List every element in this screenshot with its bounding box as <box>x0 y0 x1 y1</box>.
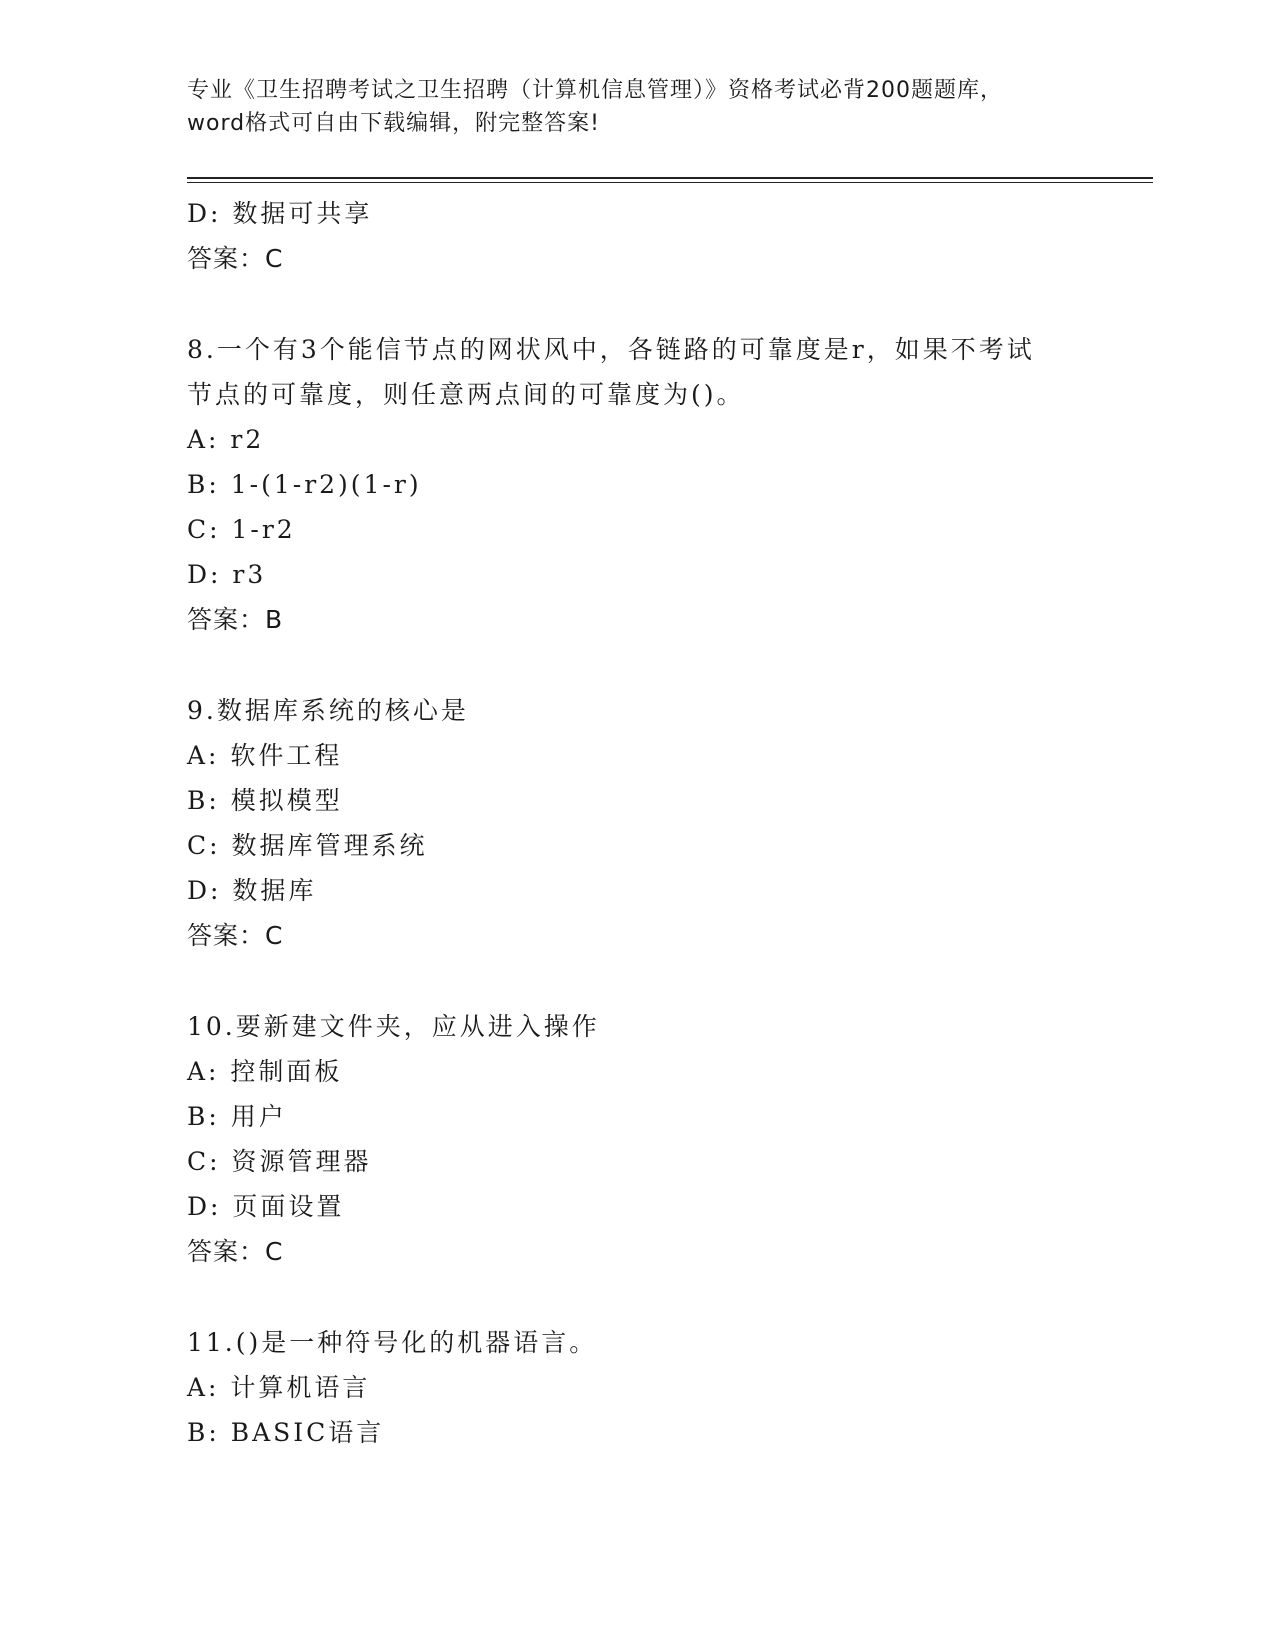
question-stem: 9.数据库系统的核心是 <box>187 696 469 725</box>
question-stem: 11.()是一种符号化的机器语言。 <box>187 1328 598 1357</box>
question-7-tail <box>187 191 1107 281</box>
answer: 答案：C <box>187 244 284 273</box>
option-a: A: 软件工程 <box>187 741 343 770</box>
document-header <box>187 74 1087 140</box>
option-a: A: r2 <box>187 425 265 454</box>
header-divider-thin <box>187 182 1153 183</box>
question-stem: 8.一个有3个能信节点的网状风中，各链路的可靠度是r，如果不考试 <box>187 335 1035 364</box>
answer: 答案：B <box>187 605 284 634</box>
option-d: D: 页面设置 <box>187 1192 345 1221</box>
question-10 <box>187 1004 1107 1274</box>
header-line-1: 专业《卫生招聘考试之卫生招聘（计算机信息管理）》资格考试必背200题题库， <box>187 78 1003 103</box>
question-stem-continued: 节点的可靠度，则任意两点间的可靠度为()。 <box>187 380 745 409</box>
header-divider-thick <box>187 177 1153 179</box>
question-8 <box>187 327 1107 642</box>
option-b: B: 1-(1-r2)(1-r) <box>187 470 422 499</box>
option-a: A: 计算机语言 <box>187 1373 371 1402</box>
answer: 答案：C <box>187 1237 284 1266</box>
question-9 <box>187 688 1107 958</box>
option-c: C: 数据库管理系统 <box>187 831 428 860</box>
option-d: D: 数据库 <box>187 876 317 905</box>
question-11 <box>187 1320 1107 1455</box>
question-list <box>187 191 1107 1455</box>
option-c: C: 1-r2 <box>187 515 296 544</box>
option-d: D: 数据可共享 <box>187 199 373 228</box>
answer: 答案：C <box>187 921 284 950</box>
header-line-2: word格式可自由下载编辑，附完整答案! <box>187 111 600 136</box>
option-d: D: r3 <box>187 560 267 589</box>
option-b: B: 模拟模型 <box>187 786 343 815</box>
question-stem: 10.要新建文件夹，应从进入操作 <box>187 1012 600 1041</box>
option-b: B: BASIC语言 <box>187 1418 385 1447</box>
option-c: C: 资源管理器 <box>187 1147 372 1176</box>
option-a: A: 控制面板 <box>187 1057 343 1086</box>
option-b: B: 用户 <box>187 1102 287 1131</box>
